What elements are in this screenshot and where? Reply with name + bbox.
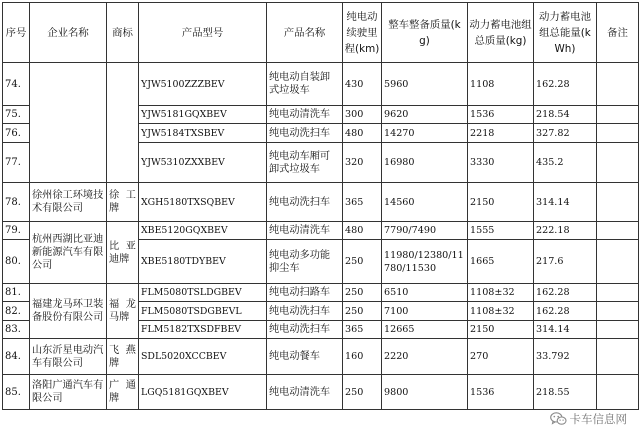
header-product: 产品名称 [267, 3, 343, 63]
cell-curb-mass: 16980 [382, 143, 468, 183]
cell-model: FLM5080TSDGBEVL [139, 302, 267, 321]
cell-brand [107, 63, 139, 183]
cell-model: YJW5100ZZZBEV [139, 63, 267, 106]
header-range: 纯电动续驶里程(km) [343, 3, 382, 63]
cell-range: 365 [343, 321, 382, 339]
cell-seq: 76. [3, 124, 30, 143]
cell-brand: 徐工牌 [107, 183, 139, 222]
cell-battery-energy: 218.55 [534, 375, 597, 410]
vehicle-catalog-table [2, 2, 639, 410]
cell-curb-mass: 7790/7490 [382, 222, 468, 240]
cell-battery-energy: 314.14 [534, 321, 597, 339]
header-curb-mass: 整车整备质量(kg) [382, 3, 468, 63]
cell-note [597, 124, 639, 143]
cell-seq: 78. [3, 183, 30, 222]
cell-product: 纯电动清洗车 [267, 375, 343, 410]
cell-range: 250 [343, 240, 382, 284]
cell-seq: 82. [3, 302, 30, 321]
cell-battery-energy: 217.6 [534, 240, 597, 284]
cell-battery-mass: 1665 [468, 240, 534, 284]
header-company: 企业名称 [30, 3, 107, 63]
cell-curb-mass: 7100 [382, 302, 468, 321]
cell-product: 纯电动餐车 [267, 339, 343, 375]
cell-battery-mass: 1536 [468, 106, 534, 124]
watermark [547, 410, 631, 428]
cell-battery-energy: 33.792 [534, 339, 597, 375]
cell-model: LGQ5181GQXBEV [139, 375, 267, 410]
cell-range: 430 [343, 63, 382, 106]
cell-company: 福建龙马环卫装备股份有限公司 [30, 284, 107, 339]
cell-note [597, 321, 639, 339]
header-battery-mass: 动力蓄电池组总质量(kg) [468, 3, 534, 63]
table-row [3, 63, 639, 106]
cell-battery-energy: 327.82 [534, 124, 597, 143]
cell-model: XBE5180TDYBEV [139, 240, 267, 284]
cell-company [30, 63, 107, 183]
cell-note [597, 375, 639, 410]
cell-curb-mass: 6510 [382, 284, 468, 302]
cell-battery-energy: 162.28 [534, 302, 597, 321]
cell-range: 300 [343, 106, 382, 124]
cell-brand: 飞燕牌 [107, 339, 139, 375]
cell-note [597, 302, 639, 321]
cell-range: 160 [343, 339, 382, 375]
cell-battery-mass: 1108±32 [468, 302, 534, 321]
cell-battery-energy: 218.54 [534, 106, 597, 124]
cell-company: 徐州徐工环境技术有限公司 [30, 183, 107, 222]
cell-company: 洛阳广通汽车有限公司 [30, 375, 107, 410]
cell-note [597, 284, 639, 302]
cell-battery-mass: 1108±32 [468, 284, 534, 302]
cell-battery-energy: 435.2 [534, 143, 597, 183]
cell-battery-mass: 2218 [468, 124, 534, 143]
cell-curb-mass: 14270 [382, 124, 468, 143]
table-row [3, 339, 639, 375]
cell-brand: 广通牌 [107, 375, 139, 410]
cell-battery-energy: 222.18 [534, 222, 597, 240]
cell-model: YJW5310ZXXBEV [139, 143, 267, 183]
cell-seq: 74. [3, 63, 30, 106]
cell-seq: 85. [3, 375, 30, 410]
cell-battery-mass: 1536 [468, 375, 534, 410]
cell-brand: 比亚迪牌 [107, 222, 139, 284]
cell-range: 365 [343, 183, 382, 222]
cell-note [597, 106, 639, 124]
cell-product: 纯电动扫路车 [267, 284, 343, 302]
cell-note [597, 183, 639, 222]
cell-product: 纯电动多功能抑尘车 [267, 240, 343, 284]
cell-range: 250 [343, 284, 382, 302]
cell-battery-energy: 314.14 [534, 183, 597, 222]
cell-model: FLM5080TSLDGBEV [139, 284, 267, 302]
cell-model: FLM5182TXSDFBEV [139, 321, 267, 339]
cell-product: 纯电动洗扫车 [267, 183, 343, 222]
cell-curb-mass: 5960 [382, 63, 468, 106]
cell-battery-mass: 2150 [468, 321, 534, 339]
cell-product: 纯电动洗扫车 [267, 321, 343, 339]
cell-battery-energy: 162.28 [534, 63, 597, 106]
cell-seq: 79. [3, 222, 30, 240]
cell-seq: 84. [3, 339, 30, 375]
cell-seq: 80. [3, 240, 30, 284]
cell-battery-mass: 1555 [468, 222, 534, 240]
wechat-icon [550, 412, 567, 426]
cell-seq: 75. [3, 106, 30, 124]
cell-model: YJW5184TXSBEV [139, 124, 267, 143]
cell-product: 纯电动车厢可卸式垃圾车 [267, 143, 343, 183]
cell-model: XBE5120GQXBEV [139, 222, 267, 240]
cell-note [597, 222, 639, 240]
cell-product: 纯电动清洗车 [267, 106, 343, 124]
cell-model: SDL5020XCCBEV [139, 339, 267, 375]
cell-note [597, 63, 639, 106]
cell-product: 纯电动洗扫车 [267, 124, 343, 143]
cell-model: YJW5181GQXBEV [139, 106, 267, 124]
cell-brand: 福龙马牌 [107, 284, 139, 339]
cell-range: 250 [343, 302, 382, 321]
cell-curb-mass: 11980/12380/11780/11530 [382, 240, 468, 284]
cell-note [597, 240, 639, 284]
table-row [3, 375, 639, 410]
cell-note [597, 143, 639, 183]
header-note: 备注 [597, 3, 639, 63]
header-battery-energy: 动力蓄电池组总能量(kWh) [534, 3, 597, 63]
cell-battery-mass: 2150 [468, 183, 534, 222]
cell-seq: 77. [3, 143, 30, 183]
header-brand: 商标 [107, 3, 139, 63]
cell-range: 250 [343, 375, 382, 410]
table-row [3, 284, 639, 302]
cell-battery-mass: 3330 [468, 143, 534, 183]
cell-company: 山东沂星电动汽车有限公司 [30, 339, 107, 375]
table-body [3, 63, 639, 410]
cell-battery-mass: 270 [468, 339, 534, 375]
watermark-text: 卡车信息网 [569, 412, 627, 426]
cell-battery-mass: 1108 [468, 63, 534, 106]
header-model: 产品型号 [139, 3, 267, 63]
cell-curb-mass: 9800 [382, 375, 468, 410]
cell-product: 纯电动洗扫车 [267, 302, 343, 321]
cell-curb-mass: 14560 [382, 183, 468, 222]
cell-curb-mass: 9620 [382, 106, 468, 124]
cell-company: 杭州西湖比亚迪新能源汽车有限公司 [30, 222, 107, 284]
cell-seq: 81. [3, 284, 30, 302]
cell-model: XGH5180TXSQBEV [139, 183, 267, 222]
cell-range: 480 [343, 124, 382, 143]
cell-battery-energy: 162.28 [534, 284, 597, 302]
cell-range: 320 [343, 143, 382, 183]
table-row [3, 183, 639, 222]
cell-product: 纯电动清洗车 [267, 222, 343, 240]
cell-seq: 83. [3, 321, 30, 339]
cell-curb-mass: 12665 [382, 321, 468, 339]
cell-note [597, 339, 639, 375]
header-seq: 序号 [3, 3, 30, 63]
cell-product: 纯电动自装卸式垃圾车 [267, 63, 343, 106]
cell-curb-mass: 2220 [382, 339, 468, 375]
table-row [3, 222, 639, 240]
cell-range: 480 [343, 222, 382, 240]
header-row [3, 3, 639, 63]
